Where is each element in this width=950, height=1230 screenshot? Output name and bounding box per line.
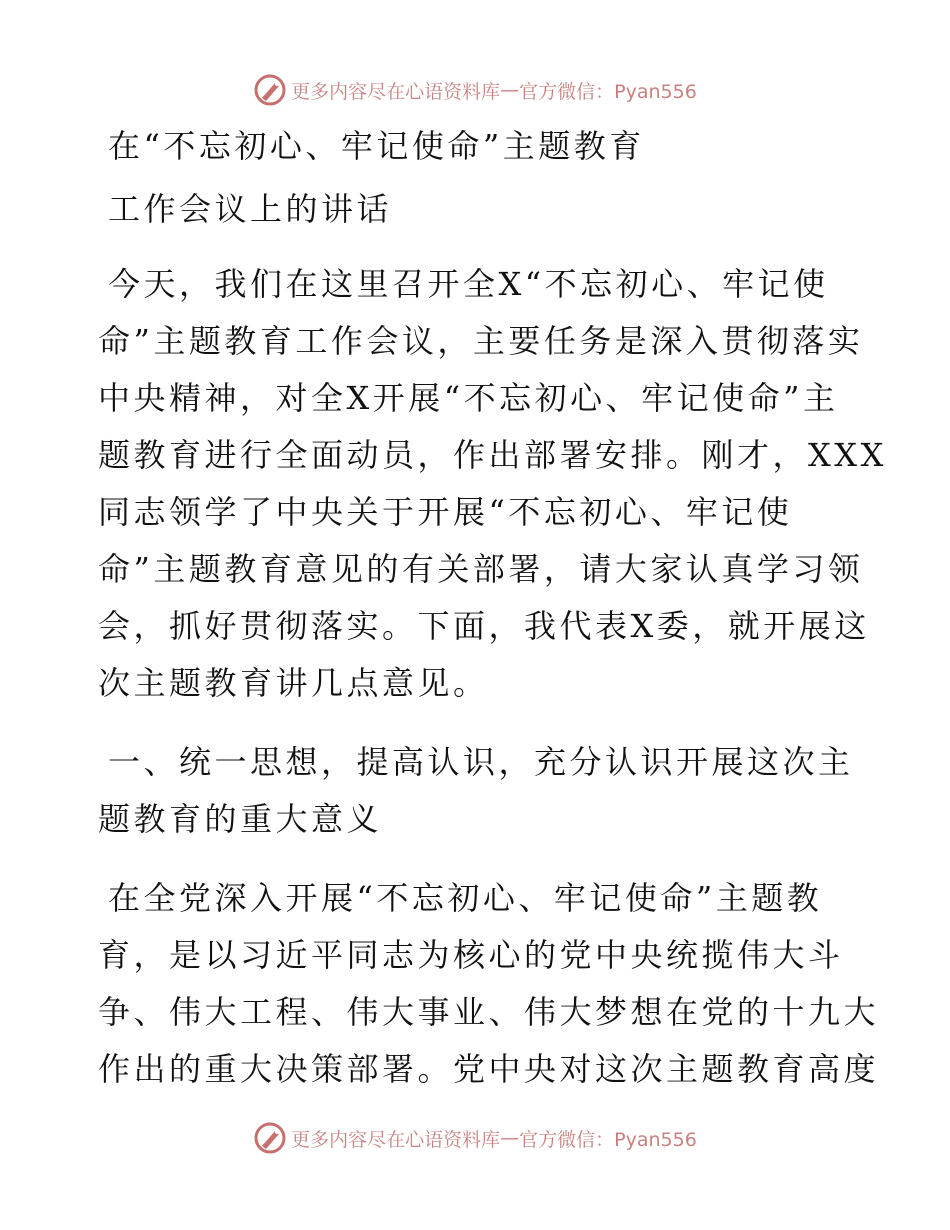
text-line: 作出的重大决策部署。党中央对这次主题教育高度	[98, 1050, 880, 1088]
document-subtitle: 工作会议上的讲话	[108, 190, 393, 228]
text-line: 会，抓好贯彻落实。下面，我代表X委，就开展这	[98, 607, 870, 645]
paragraph-2	[98, 870, 880, 1098]
watermark-wechat: 官方微信：Pyan556	[519, 1128, 697, 1151]
text-line: 次主题教育讲几点意见。	[98, 664, 489, 702]
paragraph-1	[98, 256, 887, 712]
document-title: 在“不忘初心、牢记使命”主题教育	[108, 127, 645, 165]
watermark-footer	[0, 1118, 950, 1158]
text-line: 育，是以习近平同志为核心的党中央统揽伟大斗	[98, 936, 844, 974]
heading-line: 题教育的重大意义	[98, 800, 383, 838]
text-line: 同志领学了中央关于开展“不忘初心、牢记使	[98, 493, 793, 531]
text-line: 题教育进行全面动员，作出部署安排。刚才，XXX	[98, 436, 887, 474]
text-line: 争、伟大工程、伟大事业、伟大梦想在党的十九大	[98, 993, 880, 1031]
watermark-header	[0, 70, 950, 110]
watermark-wechat: 官方微信：Pyan556	[519, 80, 697, 103]
watermark-dash: —	[500, 1127, 520, 1149]
pen-logo-icon	[253, 1121, 287, 1155]
text-line: 中央精神，对全X开展“不忘初心、牢记使命”主	[98, 379, 839, 417]
watermark-dash: —	[500, 79, 520, 101]
watermark-text: 更多内容尽在心语资料库	[291, 80, 501, 103]
heading-line: 一、统一思想，提高认识，充分认识开展这次主	[108, 743, 854, 781]
text-line: 命”主题教育工作会议，主要任务是深入贯彻落实	[98, 322, 864, 360]
text-line: 命”主题教育意见的有关部署，请大家认真学习领	[98, 550, 864, 588]
pen-logo-icon	[253, 73, 287, 107]
document-body	[98, 118, 887, 1098]
watermark-text: 更多内容尽在心语资料库	[291, 1128, 501, 1151]
text-line: 今天，我们在这里召开全X“不忘初心、牢记使	[108, 265, 829, 303]
section-heading-1	[98, 734, 858, 848]
text-line: 在全党深入开展“不忘初心、牢记使命”主题教	[108, 879, 823, 917]
